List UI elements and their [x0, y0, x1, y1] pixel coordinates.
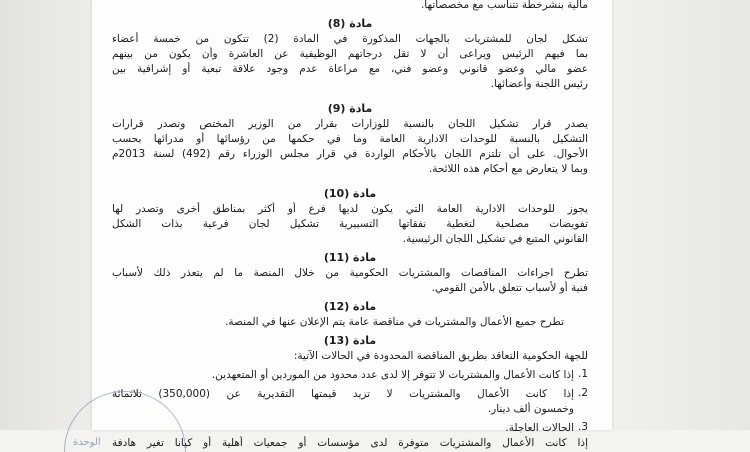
top-line: مالية بنشرخطة تتناسب مع مخصصاتها. [420, 0, 588, 11]
article-heading: مادة (9) [327, 102, 373, 115]
list-text-line: إذا كانت الأعمال والمشتريات لا تتوفر إلا لدى عدد محدود من الموردين أو المتعهدين. [211, 369, 574, 381]
article-8 [112, 16, 588, 92]
article-text-line: الأحوال. على أن تلتزم اللجان بالأحكام الواردة في قرار مجلس الوزراء رقم (492) لسنة 2013م [112, 148, 588, 160]
article-text-line: فنية أو لأسباب تتعلق بالأمن القومي. [431, 282, 588, 294]
list-text-line: وخمسون ألف دينار. [487, 403, 574, 415]
list-item [112, 368, 588, 383]
article-12 [112, 299, 588, 330]
document-content [112, 0, 588, 451]
article-text-line: التشكيل بالنسبة للوحدات الادارية العامة وما في حكمها من رؤسائها أو مدرائها بحسب [112, 133, 588, 145]
background-left [0, 0, 92, 430]
article-10 [112, 186, 588, 247]
article-text-line: تطرح جميع الأعمال والمشتريات في مناقصة عامة يتم الإعلان عنها في المنصة. [225, 316, 564, 328]
article-text-line: يصدر قرار تشكيل اللجان بالنسبة للوزارات بقرار من الوزير المختص وتصدر قرارات [112, 118, 588, 130]
article-11 [112, 250, 588, 296]
article-text-line: تفويضات مصلحية لتغطية نفقاتها التسييرية تشكيل لجان فرعية بذات الشكل [112, 218, 588, 230]
list-number: 2. [577, 387, 588, 399]
article-text-line: تشكل لجان للمشتريات بالجهات المذكورة في المادة (2) تتكون من خمسة أعضاء [112, 33, 588, 45]
article-text-line: القانوني المتبع في تشكيل اللجان الرئيسية. [402, 233, 588, 245]
article-text-line: بما فيهم الرئيس ويراعى أن لا تقل درجاتهم الوظيفية عن العاشرة وأن يكون من بينهم [112, 48, 588, 60]
article-text-line: يجوز للوحدات الادارية العامة التي يكون لديها فرع أو أكثر بمناطق أخرى وتصدر لها [112, 203, 588, 215]
list-number: 1. [577, 368, 588, 380]
article-text-line: رئيس اللجنة وأعضائها. [490, 78, 588, 90]
article-text-line: عضو مالي وعضو قانوني وعضو فني، مع مراعاة عدم وجود علاقة تبعية أو إشرافية بين [112, 63, 588, 75]
list-text-line: الحالات العاجلة. [505, 422, 574, 434]
article-heading: مادة (13) [323, 334, 377, 347]
article-text-line: وبما لا يتعارض مع أحكام هذه اللائحة. [428, 163, 588, 175]
document-page [73, 0, 612, 449]
article-text-line: للجهة الحكومية التعاقد بطريق المناقصة المحدودة في الحالات الآتية: [293, 350, 588, 362]
list-text-line: إذا كانت الأعمال والمشتريات لا تزيد قيمتها التقديرية عن (350,000) ثلاثمائة [112, 388, 574, 400]
article-heading: مادة (8) [327, 17, 373, 30]
article-heading: مادة (12) [323, 300, 377, 313]
article-heading: مادة (10) [323, 187, 377, 200]
article-heading: مادة (11) [323, 251, 377, 264]
article-9 [112, 101, 588, 177]
background-right [612, 0, 750, 430]
list-item [112, 387, 588, 417]
list-number: 3. [577, 421, 588, 433]
article-text-line: تطرح اجراءات المناقصات والمشتريات الحكومية من خلال المنصة ما لم يتعذر ذلك لأسباب [112, 267, 588, 279]
seal-text: الوحدة [73, 437, 101, 448]
bottom-line: إذا كانت الأعمال والمشتريات متوفرة لدى مؤسسات أو جمعيات أهلية أو كيانا تغير هادفة [112, 437, 588, 449]
